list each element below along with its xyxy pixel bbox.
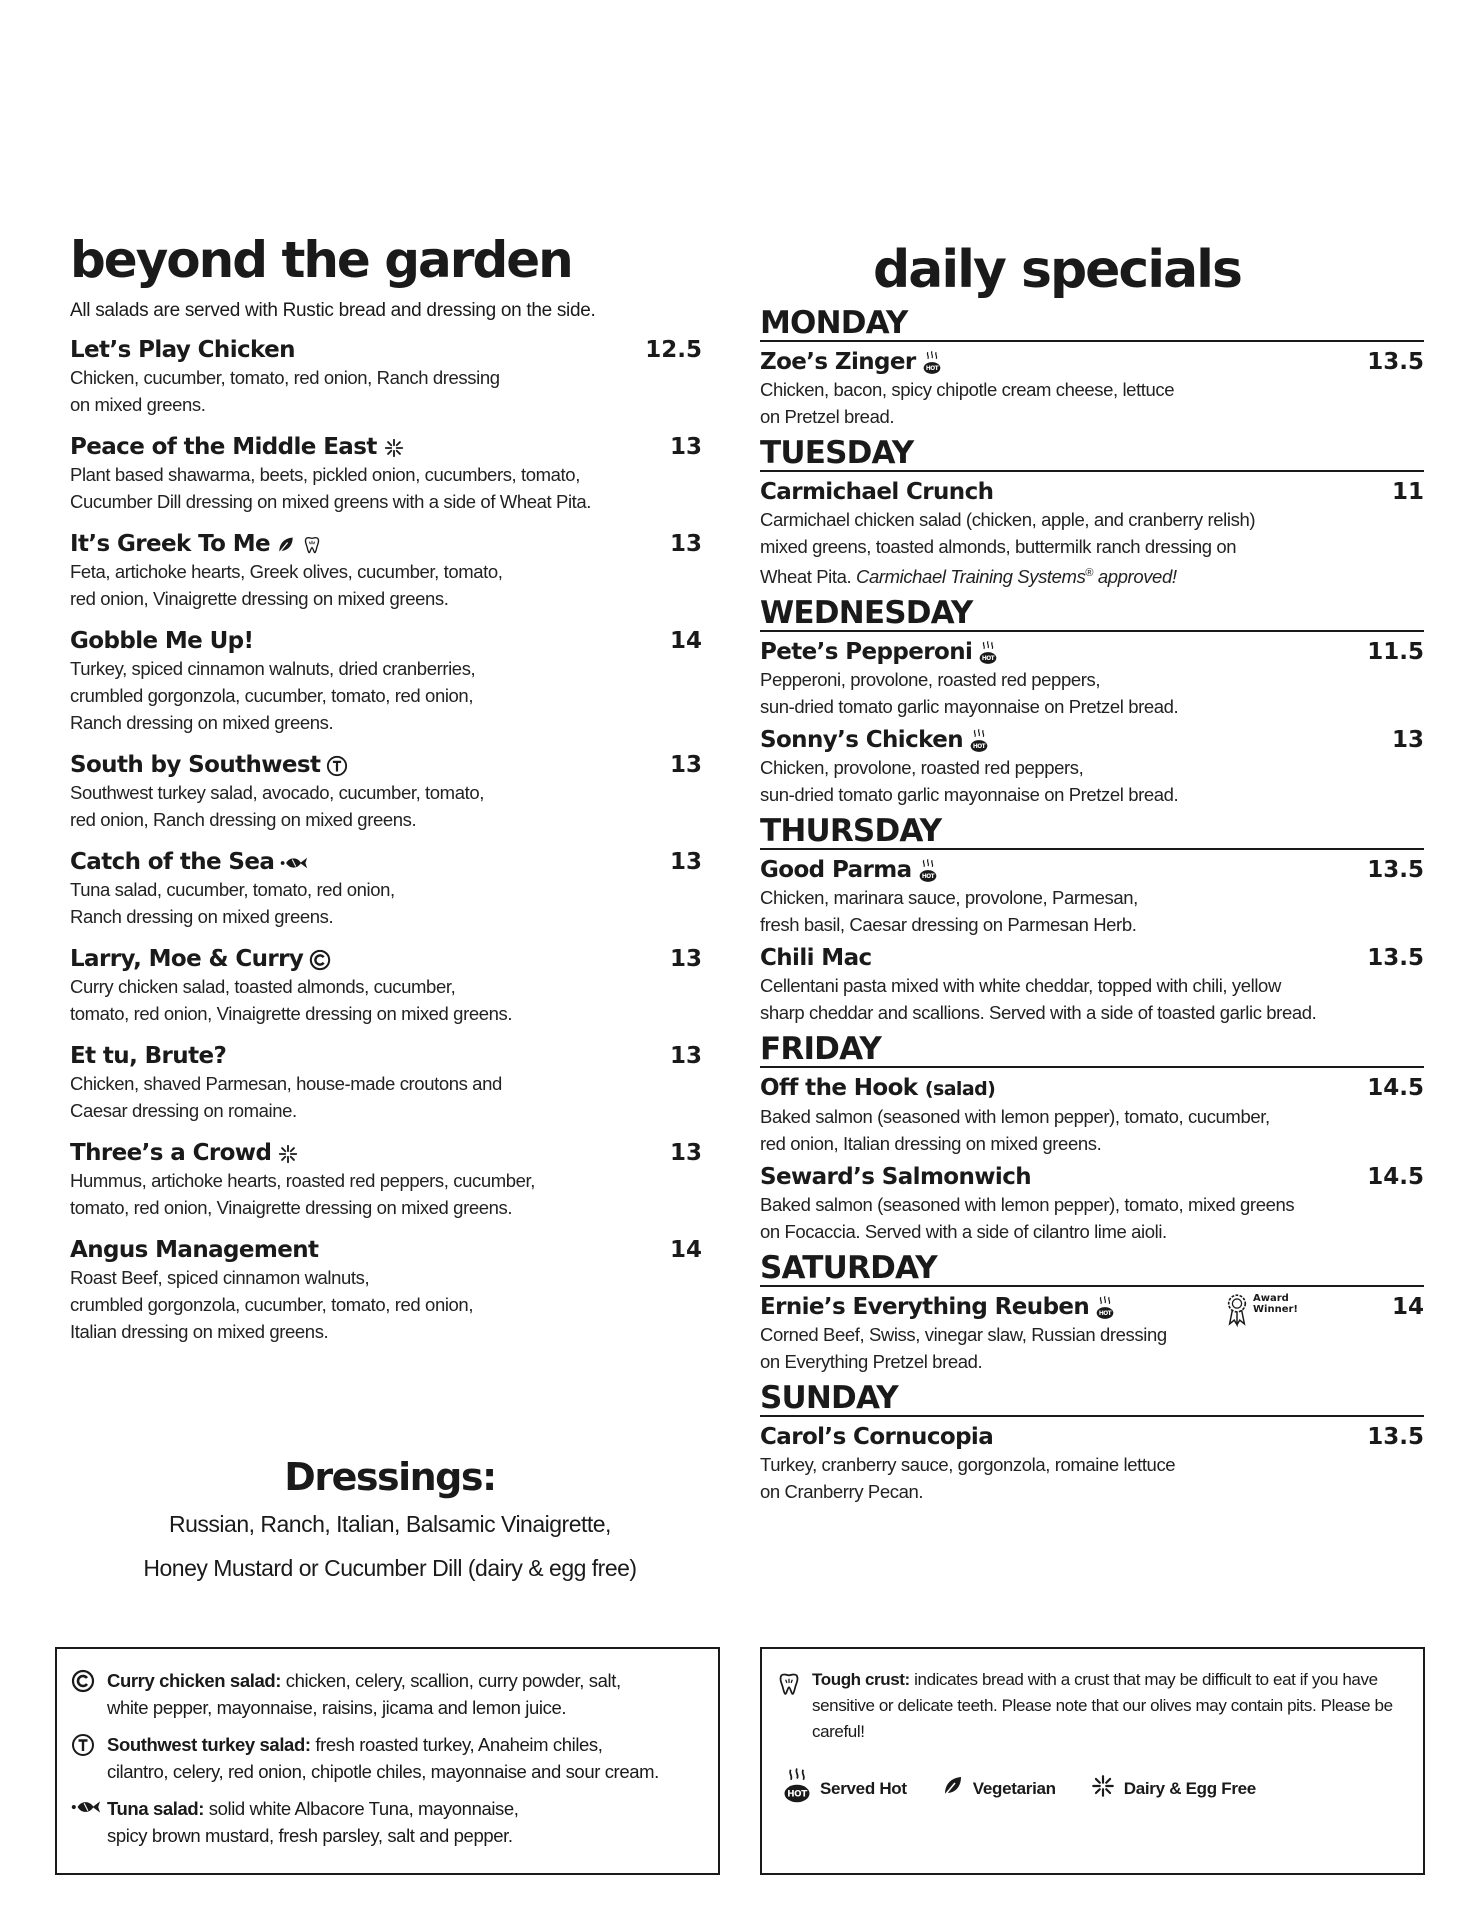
legend-row-tough-crust: Tough crust: indicates bread with a crust that may be difficult to eat if you have sensitive or delicate teeth. Please note that our olives may contain pits. Please be careful! [776,1667,1409,1745]
menu-item [760,638,1424,720]
menu-item [760,478,1424,590]
snowflake-icon [1090,1773,1116,1804]
item-name: Off the Hook (salad) [760,1075,996,1102]
menu-item [760,348,1424,430]
item-price: 13.5 [1367,349,1424,375]
item-name: Gobble Me Up! [70,628,254,654]
item-price: 14 [1391,1294,1424,1321]
tooth-icon [776,1667,812,1704]
item-description: Feta, artichoke hearts, Greek olives, cucumber, tomato, red onion, Vinaigrette dressing on mixed greens. [70,561,503,609]
snowflake-icon [277,1143,299,1165]
item-name: Catch of the Sea [70,848,308,876]
item-description: Plant based shawarma, beets, pickled onion, cucumbers, tomato, Cucumber Dill dressing on mixed greens with a side of Wheat Pita. [70,464,592,512]
item-description: Chicken, provolone, roasted red peppers, sun-dried tomato garlic mayonnaise on Pretzel bread. [760,757,1179,806]
day-heading-friday: FRIDAY [760,1032,1424,1068]
day-heading-thursday: THURSDAY [760,814,1424,850]
menu-item [760,856,1424,938]
item-description: Baked salmon (seasoned with lemon pepper), tomato, cucumber, red onion, Italian dressing on mixed greens. [760,1106,1270,1155]
item-description: Pepperoni, provolone, roasted red peppers, sun-dried tomato garlic mayonnaise on Pretzel bread. [760,669,1179,718]
icon-key [760,1647,1425,1875]
salad-legend [55,1647,720,1875]
item-price: 12.5 [645,337,702,363]
fish-icon [280,854,308,872]
garden-section [70,230,702,1360]
item-description: Chicken, marinara sauce, provolone, Parmesan, fresh basil, Caesar dressing on Parmesan Herb. [760,887,1138,936]
item-name: Zoe’s Zinger [760,348,942,376]
item-description: Carmichael chicken salad (chicken, apple, and cranberry relish) mixed greens, toasted almonds, buttermilk ranch dressing on Wheat Pita. Carmichael Training Systems® approved! [760,509,1256,588]
ribbon-icon [1225,1293,1249,1332]
legend-row-curry: Curry chicken salad: chicken, celery, scallion, curry powder, salt, white pepper, mayonnaise, raisins, jicama and lemon juice. [71,1667,704,1721]
svg-text:HOT: HOT [787,1789,807,1800]
item-name: Three’s a Crowd [70,1139,299,1167]
dressings-section [110,1452,670,1590]
item-price: 13.5 [1367,1424,1424,1451]
day-heading-saturday: SATURDAY [760,1251,1424,1287]
item-description: Baked salmon (seasoned with lemon pepper), tomato, mixed greens on Focaccia. Served with a side of cilantro lime aioli. [760,1194,1295,1243]
menu-item [70,433,702,515]
tooth-icon [302,533,322,557]
legend-row-tuna: Tuna salad: solid white Albacore Tuna, mayonnaise, spicy brown mustard, fresh parsley, salt and pepper. [71,1795,704,1849]
item-description: Cellentani pasta mixed with white cheddar, topped with chili, yellow sharp cheddar and scallions. Served with a side of toasted garlic bread. [760,975,1317,1024]
item-price: 13.5 [1367,945,1424,972]
garden-items-list [70,336,702,1345]
icon-key-row [782,1767,1409,1810]
curry-c-icon [309,949,331,971]
leaf-icon [941,1771,965,1806]
specials-section [760,240,1424,1509]
item-description: Southwest turkey salad, avocado, cucumber, tomato, red onion, Ranch dressing on mixed greens. [70,782,484,830]
snowflake-icon [383,437,405,459]
award-badge: Award Winner! [1225,1293,1298,1332]
curry-c-icon [71,1667,107,1698]
dressings-title: Dressings: [284,1455,496,1499]
item-price: 14.5 [1367,1075,1424,1102]
item-name: Good Parma [760,856,938,884]
item-description: Roast Beef, spiced cinnamon walnuts, crumbled gorgonzola, cucumber, tomato, red onion, Italian dressing on mixed greens. [70,1267,474,1342]
dressings-line: Russian, Ranch, Italian, Balsamic Vinaigrette, [169,1511,611,1537]
hot-icon [978,640,998,666]
menu-item [70,751,702,833]
item-price: 11.5 [1367,639,1424,666]
menu-item [760,1423,1424,1505]
menu-item [70,848,702,930]
item-price: 14 [669,1237,702,1263]
item-price: 13.5 [1367,857,1424,884]
item-price: 13 [669,1043,702,1069]
section-title-garden: beyond the garden [70,231,572,289]
turkey-t-icon [326,755,348,777]
hot-icon [1095,1295,1115,1321]
item-price: 11 [1391,479,1424,505]
menu-item [70,1042,702,1124]
day-heading-sunday: SUNDAY [760,1381,1424,1417]
menu-item [70,627,702,736]
item-description: Chicken, cucumber, tomato, red onion, Ranch dressing on mixed greens. [70,367,500,415]
item-price: 13 [669,434,702,460]
menu-item [70,1236,702,1345]
menu-item [70,945,702,1027]
day-heading-wednesday: WEDNESDAY [760,596,1424,632]
hot-icon [969,728,989,754]
item-name: Peace of the Middle East [70,433,405,461]
turkey-t-icon [71,1731,107,1762]
garden-intro: All salads are served with Rustic bread and dressing on the side. [70,300,596,321]
item-price: 13 [669,531,702,557]
dressings-list [110,1502,670,1590]
key-vegetarian: Vegetarian [941,1771,1056,1806]
item-name: Carol’s Cornucopia [760,1424,994,1451]
item-description: Hummus, artichoke hearts, roasted red peppers, cucumber, tomato, red onion, Vinaigrette dressing on mixed greens. [70,1170,535,1218]
hot-icon [782,1767,812,1810]
legend-row-southwest: Southwest turkey salad: fresh roasted turkey, Anaheim chiles, cilantro, celery, red onion, chipotle chiles, mayonnaise and sour cream. [71,1731,704,1785]
item-name: Angus Management [70,1237,319,1263]
item-name: Carmichael Crunch [760,479,994,505]
item-name: Pete’s Pepperoni [760,638,998,666]
item-name: Ernie’s Everything Reuben [760,1293,1115,1321]
item-description: Tuna salad, cucumber, tomato, red onion, Ranch dressing on mixed greens. [70,879,395,927]
section-title-specials: daily specials [873,240,1241,300]
leaf-icon [276,533,296,557]
dressings-line: Honey Mustard or Cucumber Dill (dairy & egg free) [143,1555,637,1581]
day-heading-monday: MONDAY [760,306,1424,342]
item-description: Turkey, cranberry sauce, gorgonzola, romaine lettuce on Cranberry Pecan. [760,1454,1176,1503]
menu-item [760,1293,1424,1375]
item-description: Chicken, bacon, spicy chipotle cream cheese, lettuce on Pretzel bread. [760,379,1175,427]
item-price: 13 [669,946,702,972]
fish-icon [71,1795,107,1822]
hot-icon [922,350,942,376]
item-price: 14.5 [1367,1164,1424,1191]
menu-item [70,1139,702,1221]
item-price: 13 [669,752,702,778]
item-price: 13 [669,1140,702,1166]
item-name: Chili Mac [760,945,872,972]
hot-icon [918,858,938,884]
key-served-hot: HOT Served Hot [782,1767,907,1810]
key-dairy-free: Dairy & Egg Free [1090,1773,1256,1804]
menu-item [70,336,702,418]
item-name: South by Southwest [70,751,348,779]
item-name: Seward’s Salmonwich [760,1164,1032,1191]
item-description: Chicken, shaved Parmesan, house-made croutons and Caesar dressing on romaine. [70,1073,502,1121]
item-description: Turkey, spiced cinnamon walnuts, dried cranberries, crumbled gorgonzola, cucumber, tomato, red onion, Ranch dressing on mixed greens. [70,658,476,733]
item-price: 13 [669,849,702,875]
item-name: Et tu, Brute? [70,1043,227,1069]
item-price: 13 [1391,727,1424,754]
item-price: 14 [669,628,702,654]
menu-item [760,1074,1424,1157]
item-description: Curry chicken salad, toasted almonds, cucumber, tomato, red onion, Vinaigrette dressing on mixed greens. [70,976,513,1024]
item-description: Corned Beef, Swiss, vinegar slaw, Russian dressing on Everything Pretzel bread. [760,1324,1167,1373]
item-name: It’s Greek To Me [70,530,322,558]
item-name: Larry, Moe & Curry [70,945,331,973]
menu-item [70,530,702,612]
menu-item [760,1163,1424,1245]
menu-item [760,726,1424,808]
day-heading-tuesday: TUESDAY [760,436,1424,472]
item-name: Let’s Play Chicken [70,337,295,363]
item-name: Sonny’s Chicken [760,726,989,754]
menu-item [760,944,1424,1026]
